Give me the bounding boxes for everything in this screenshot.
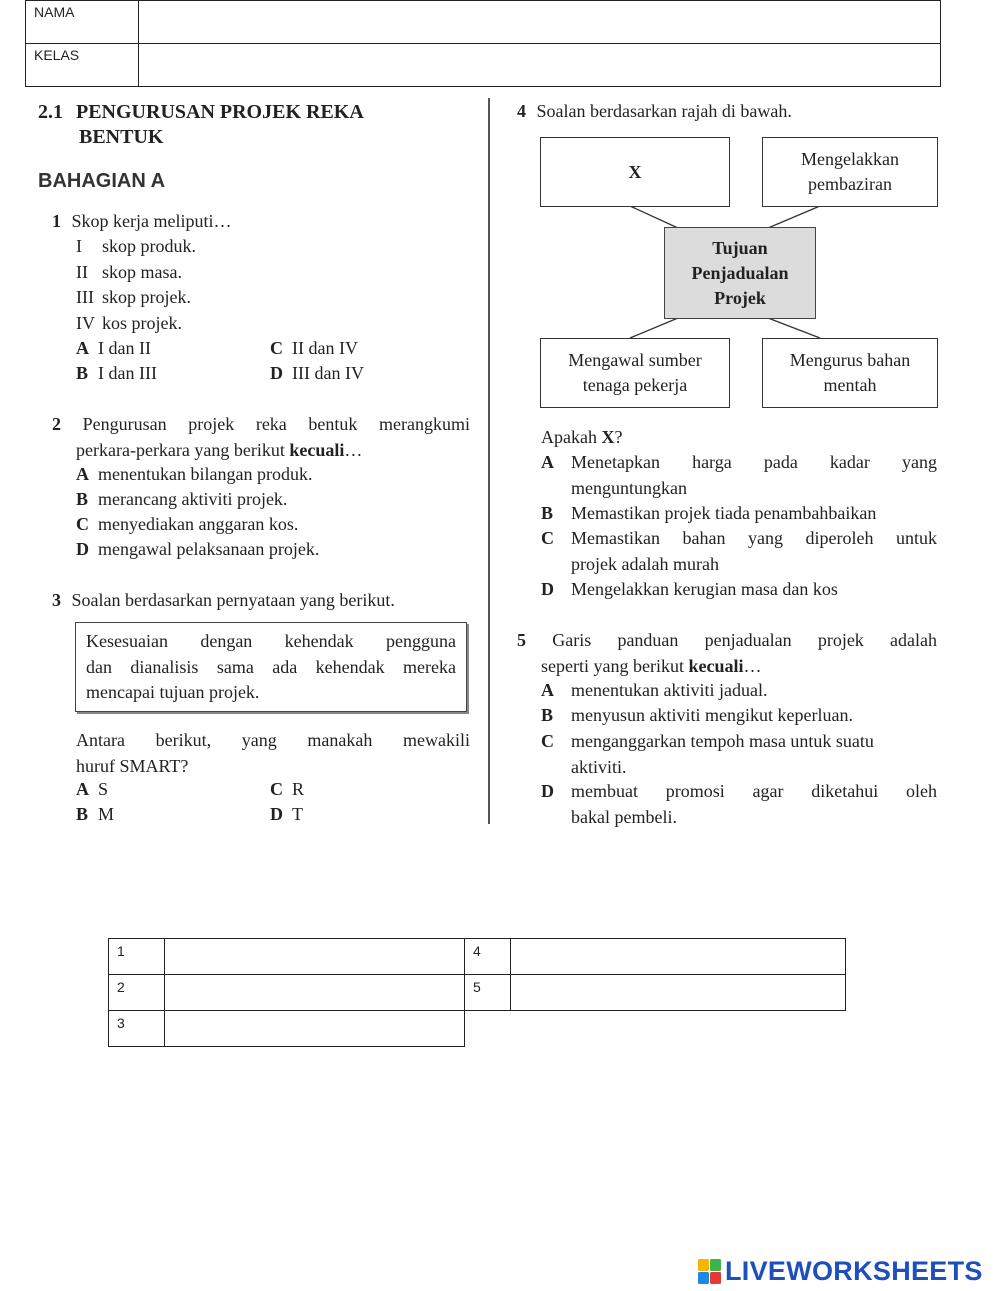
nama-label: NAMA xyxy=(26,1,139,44)
answer-field-3[interactable] xyxy=(165,1011,465,1047)
student-info-table xyxy=(25,0,941,87)
q5-stem: 5 Garis panduan penjadualan projek adalah seperti yang berikut kecuali… xyxy=(517,630,938,676)
q5-option-b: B menyusun aktiviti mengikut keperluan. xyxy=(541,705,853,725)
answer-field-4[interactable] xyxy=(511,939,846,975)
nama-field[interactable] xyxy=(139,1,941,44)
q1-item-list xyxy=(76,234,196,336)
answer-field-5[interactable] xyxy=(511,975,846,1011)
q3-option-c: C R xyxy=(270,779,305,799)
q1-item: I skop produk. xyxy=(76,236,196,256)
diagram-box-bottom-left: Mengawal sumber tenaga pekerja xyxy=(540,338,730,408)
q1-item: IV kos projek. xyxy=(76,312,182,333)
connector-line xyxy=(768,318,820,338)
q3-statement-box xyxy=(75,622,467,712)
q4-question: Apakah X? xyxy=(541,427,623,447)
q1-item: II skop masa. xyxy=(76,261,182,282)
q3-option-a: A S xyxy=(76,779,109,799)
q5-option-a: A menentukan aktiviti jadual. xyxy=(541,680,768,700)
q3-number: 3 xyxy=(52,590,61,610)
q1-option-d: D III dan IV xyxy=(270,363,364,383)
statement-line: mencapai tujuan projek. xyxy=(86,682,260,702)
connector-line xyxy=(630,318,678,338)
connector-line xyxy=(768,206,820,228)
q2-option-b: B merancang aktiviti projek. xyxy=(76,489,288,509)
q5-number: 5 xyxy=(517,630,526,650)
statement-line: dan dianalisis sama ada kehendak mereka xyxy=(86,656,456,677)
answer-field-2[interactable] xyxy=(165,975,465,1011)
q3-option-d: D T xyxy=(270,804,303,824)
q4-option-a: A Menetapkan harga pada kadar yang menguntungkan xyxy=(541,452,937,498)
answer-number: 4 xyxy=(465,939,511,975)
q2-option-c: C menyediakan anggaran kos. xyxy=(76,514,299,534)
q2-option-d: D mengawal pelaksanaan projek. xyxy=(76,539,320,559)
q1-item: III skop projek. xyxy=(76,287,191,307)
q1-option-a: A I dan II xyxy=(76,338,151,358)
q1-option-c: C II dan IV xyxy=(270,338,358,358)
answer-field-1[interactable] xyxy=(165,939,465,975)
liveworksheets-logo-icon xyxy=(698,1259,722,1285)
q2-option-a: A menentukan bilangan produk. xyxy=(76,464,313,484)
q2-stem: 2 Pengurusan projek reka bentuk merangkumi perkara-perkara yang berikut kecuali… xyxy=(52,414,470,460)
kelas-field[interactable] xyxy=(139,44,941,87)
connector-line xyxy=(630,206,678,228)
diagram-box-center: Tujuan Penjadualan Projek xyxy=(664,227,816,319)
q5-option-c: C menganggarkan tempoh masa untuk suatu aktiviti. xyxy=(541,731,874,777)
diagram-box-bottom-right: Mengurus bahan mentah xyxy=(762,338,938,408)
liveworksheets-logo-text: LIVEWORKSHEETS xyxy=(725,1256,983,1286)
q1-stem-text: Skop kerja meliputi… xyxy=(71,211,232,231)
diagram-box-x: X xyxy=(540,137,730,207)
q4-option-c: C Memastikan bahan yang diperoleh untuk projek adalah murah xyxy=(541,528,937,574)
statement-line: Kesesuaian dengan kehendak pengguna xyxy=(86,631,456,651)
section-title-line1: PENGURUSAN PROJEK REKA xyxy=(76,101,364,123)
q4-option-b: B Memastikan projek tiada penambahbaikan xyxy=(541,503,877,523)
answer-number: 2 xyxy=(109,975,165,1011)
q1-stem xyxy=(52,209,231,235)
answer-table xyxy=(108,938,846,1047)
column-divider xyxy=(488,98,490,824)
section-title xyxy=(38,100,364,125)
q1-option-b: B I dan III xyxy=(76,363,157,383)
section-number: 2.1 xyxy=(38,101,63,123)
q2-number: 2 xyxy=(52,414,61,434)
q3-question: Antara berikut, yang manakah mewakili huruf SMART? xyxy=(76,730,470,776)
liveworksheets-logo xyxy=(698,1256,983,1287)
answer-number: 3 xyxy=(109,1011,165,1047)
diagram-box-top-right: Mengelakkan pembaziran xyxy=(762,137,938,207)
q1-number: 1 xyxy=(52,211,61,231)
q5-option-d: D membuat promosi agar diketahui oleh bakal pembeli. xyxy=(541,781,937,827)
q4-stem: 4 Soalan berdasarkan rajah di bawah. xyxy=(517,101,792,121)
answer-number: 5 xyxy=(465,975,511,1011)
answer-number: 1 xyxy=(109,939,165,975)
q3-stem: 3 Soalan berdasarkan pernyataan yang berikut. xyxy=(52,590,395,610)
q4-number: 4 xyxy=(517,101,526,121)
kelas-label: KELAS xyxy=(26,44,139,87)
part-heading: BAHAGIAN A xyxy=(38,170,166,192)
q4-option-d: D Mengelakkan kerugian masa dan kos xyxy=(541,579,838,599)
q3-option-b: B M xyxy=(76,804,115,824)
section-title-line2: BENTUK xyxy=(79,126,164,148)
